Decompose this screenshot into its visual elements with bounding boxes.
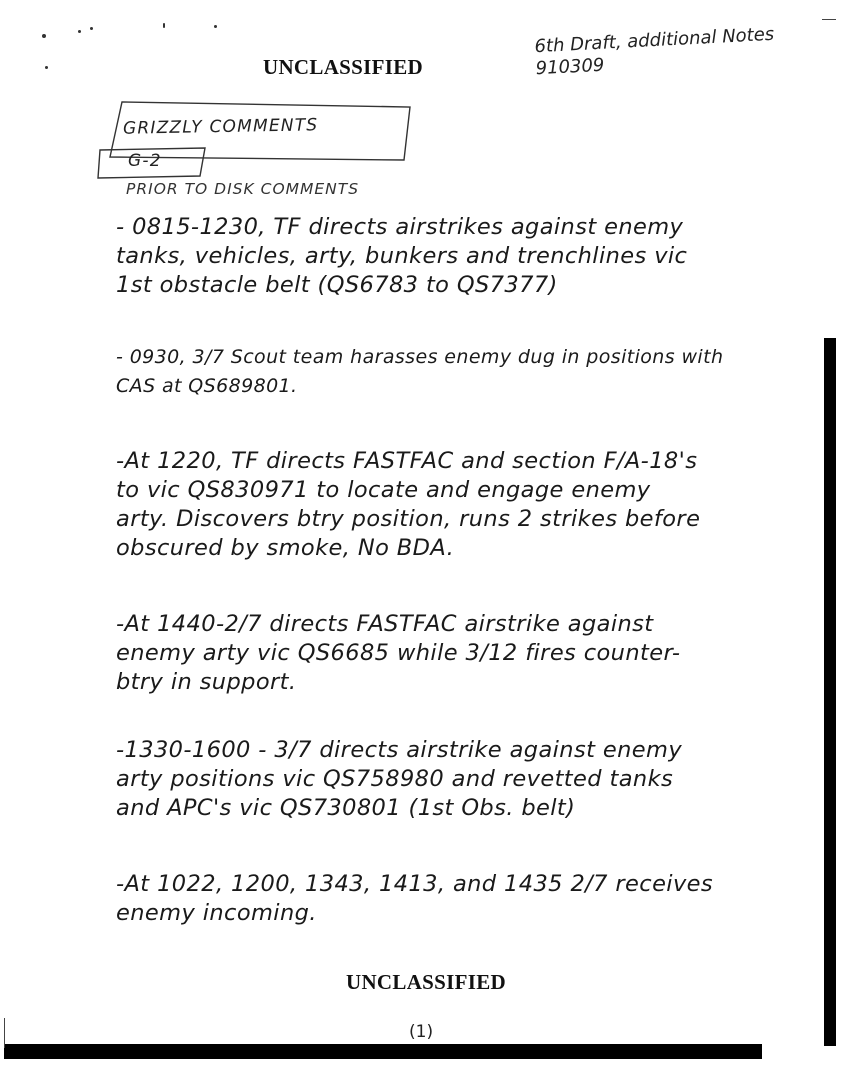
entry-line: to vic QS830971 to locate and engage enemy [116, 477, 651, 503]
entry-line: -At 1440-2/7 directs FASTFAC airstrike against [116, 611, 654, 637]
classification-top: UNCLASSIFIED [263, 55, 423, 79]
draft-note-line-1: 6th Draft, additional Notes [534, 23, 775, 58]
entry-line: - 0930, 3/7 Scout team harasses enemy dug in positions with [116, 346, 724, 368]
entry-line: btry in support. [116, 669, 297, 695]
entry-line: -At 1022, 1200, 1343, 1413, and 1435 2/7 receives [116, 871, 714, 897]
entry-line: enemy incoming. [116, 900, 317, 926]
scan-border-right [824, 338, 836, 1046]
entry-1 [116, 213, 687, 300]
entry-line: tanks, vehicles, arty, bunkers and trenchlines vic [116, 243, 688, 269]
entry-line: enemy arty vic QS6685 while 3/12 fires counter- [116, 640, 681, 666]
scan-border-left [4, 1018, 5, 1048]
entry-line: -At 1220, TF directs FASTFAC and section F/A-18's [116, 448, 698, 474]
scan-border-bottom [4, 1044, 762, 1059]
entry-2 [116, 343, 723, 401]
classification-bottom: UNCLASSIFIED [346, 970, 506, 994]
entry-line: and APC's vic QS730801 (1st Obs. belt) [116, 795, 576, 821]
page-number: (1) [409, 1022, 434, 1042]
entry-line: arty. Discovers btry position, runs 2 strikes before [116, 506, 701, 532]
entry-line: - 0815-1230, TF directs airstrikes against enemy [116, 214, 684, 240]
entry-line: -1330-1600 - 3/7 directs airstrike against enemy [116, 737, 683, 763]
subheading: PRIOR TO DISK COMMENTS [126, 180, 360, 198]
entry-line: arty positions vic QS758980 and revetted tanks [116, 766, 674, 792]
entry-line: obscured by smoke, No BDA. [116, 535, 455, 561]
entry-4 [116, 610, 680, 697]
entry-6 [116, 870, 713, 928]
entry-3 [116, 447, 700, 563]
entry-5 [116, 736, 682, 823]
entry-line: CAS at QS689801. [116, 375, 298, 397]
box-subtitle: G-2 [128, 151, 162, 171]
draft-note-line-2: 910309 [535, 54, 605, 80]
entry-line: 1st obstacle belt (QS6783 to QS7377) [116, 272, 558, 298]
box-title: GRIZZLY COMMENTS [122, 115, 319, 139]
